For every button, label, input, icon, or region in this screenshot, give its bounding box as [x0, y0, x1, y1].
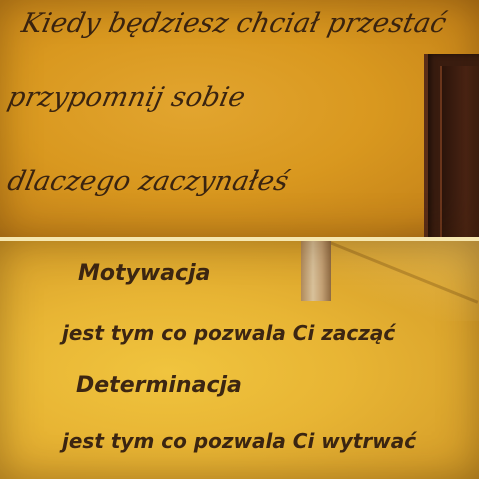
top-photo-wall: [0, 0, 479, 237]
quote-line-1: Kiedy będziesz chciał przestać: [18, 8, 450, 39]
determination-heading: Determinacja: [76, 373, 242, 398]
door: [440, 66, 479, 237]
ceiling-light: [318, 241, 479, 321]
quote-line-3: dlaczego zaczynałeś: [4, 166, 292, 197]
motivation-text: jest tym co pozwala Ci zacząć: [62, 321, 396, 345]
bottom-photo-wall: [0, 241, 479, 479]
determination-text: jest tym co pozwala Ci wytrwać: [62, 429, 417, 453]
quote-line-2: przypomnij sobie: [4, 82, 249, 113]
wooden-beam: [301, 241, 331, 301]
motivation-heading: Motywacja: [78, 261, 211, 286]
